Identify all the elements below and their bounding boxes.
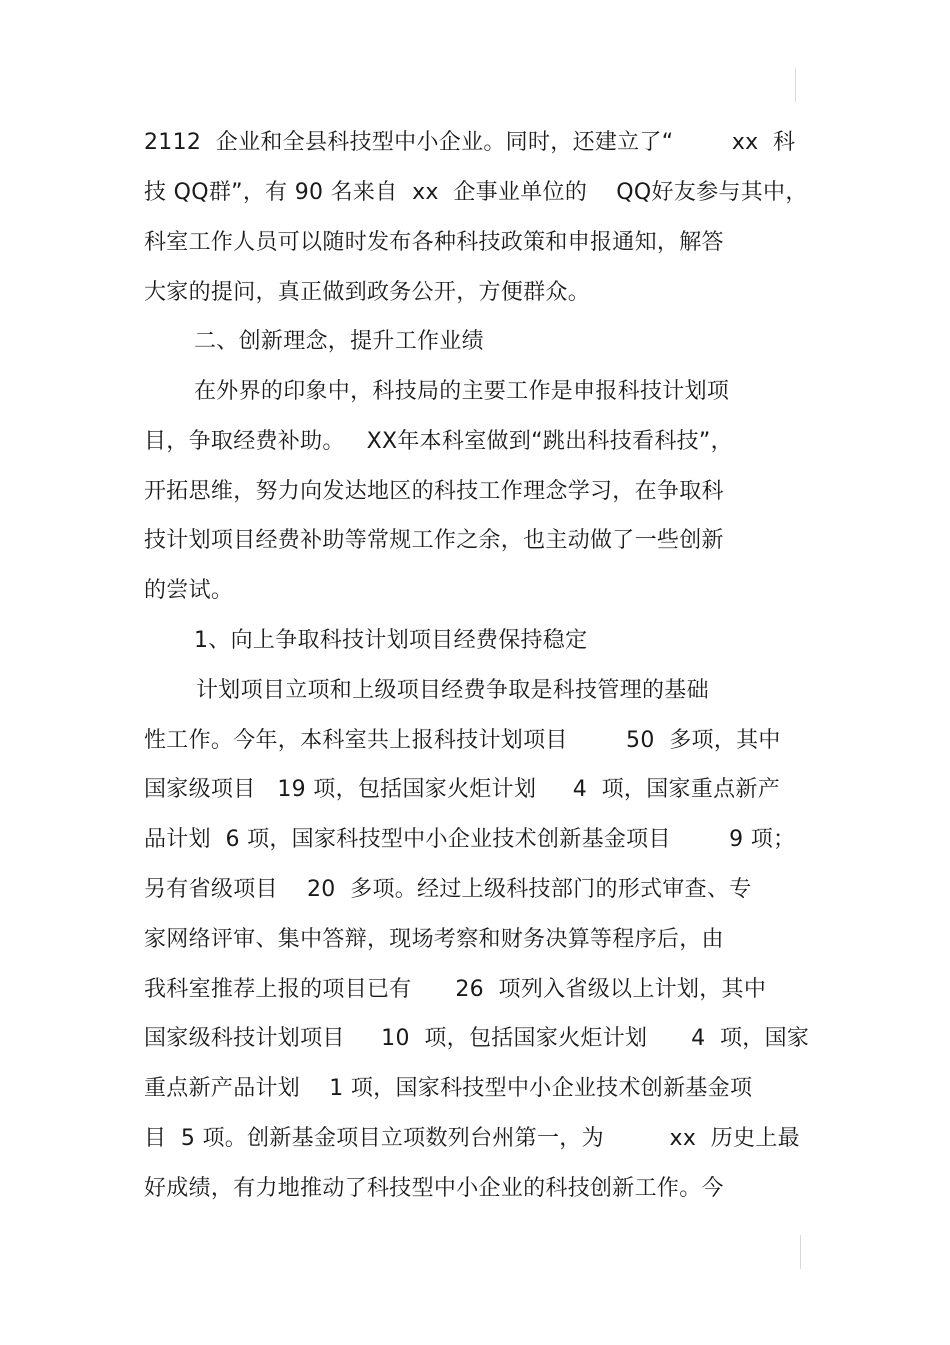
text-line: 国家级项目 19 项，包括国家火炬计划 4 项，国家重点新产 xyxy=(144,777,781,802)
page-corner-mark-top xyxy=(795,68,796,102)
text-line: 的尝试。 xyxy=(144,578,234,603)
text-line: 技 QQ群”，有 90 名来自 xx 企事业单位的 QQ好友参与其中， xyxy=(144,180,808,205)
text-line: 2112 企业和全县科技型中小企业。同时，还建立了“ xx 科 xyxy=(144,130,796,155)
text-line: 目 5 项。创新基金项目立项数列台州第一，为 xx 历史上最 xyxy=(144,1126,800,1151)
text-line: 科室工作人员可以随时发布各种科技政策和申报通知，解答 xyxy=(144,230,724,255)
subsection-heading: 1、向上争取科技计划项目经费保持稳定 xyxy=(194,628,588,653)
text-line: 开拓思维，努力向发达地区的科技工作理念学习，在争取科 xyxy=(144,479,724,504)
page-corner-mark-bottom xyxy=(800,1235,801,1269)
text-line: 好成绩，有力地推动了科技型中小企业的科技创新工作。今 xyxy=(144,1176,724,1201)
text-line: 计划项目立项和上级项目经费争取是科技管理的基础 xyxy=(196,678,709,703)
text-line: 大家的提问，真正做到政务公开，方便群众。 xyxy=(144,280,591,305)
text-line: 品计划 6 项，国家科技型中小企业技术创新基金项目 9 项； xyxy=(144,827,796,852)
text-line: 重点新产品计划 1 项，国家科技型中小企业技术创新基金项 xyxy=(144,1076,753,1101)
text-line: 在外界的印象中，科技局的主要工作是申报科技计划项 xyxy=(194,379,730,404)
section-heading: 二、创新理念，提升工作业绩 xyxy=(194,329,484,354)
text-line: 目，争取经费补助。 XX年本科室做到“跳出科技看科技”， xyxy=(144,429,733,454)
text-line: 另有省级项目 20 多项。经过上级科技部门的形式审查、专 xyxy=(144,877,752,902)
text-line: 国家级科技计划项目 10 项，包括国家火炬计划 4 项，国家 xyxy=(144,1026,810,1051)
text-line: 家网络评审、集中答辩，现场考察和财务决算等程序后，由 xyxy=(144,927,724,952)
text-line: 我科室推荐上报的项目已有 26 项列入省级以上计划，其中 xyxy=(144,977,767,1002)
text-line: 性工作。今年，本科室共上报科技计划项目 50 多项，其中 xyxy=(144,728,781,753)
text-line: 技计划项目经费补助等常规工作之余，也主动做了一些创新 xyxy=(144,528,724,553)
